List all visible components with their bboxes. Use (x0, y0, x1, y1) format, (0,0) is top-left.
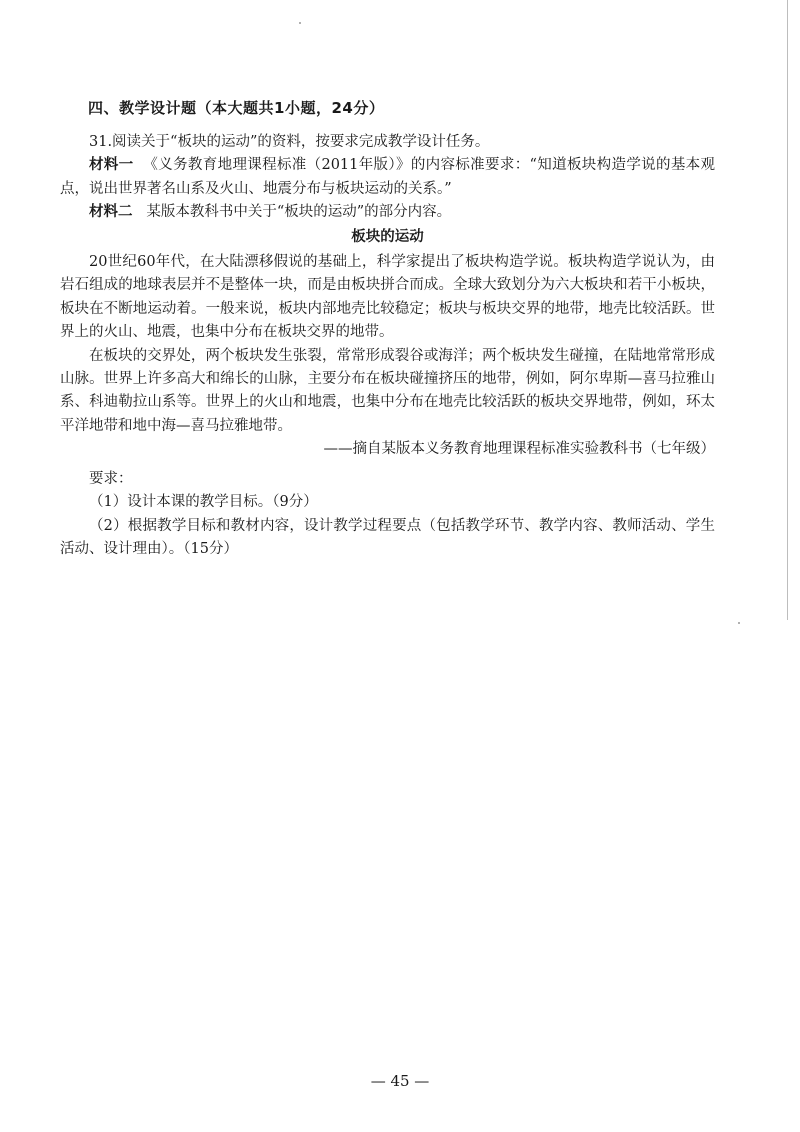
material-one (60, 154, 715, 201)
material-two-label: 材料二 (89, 204, 133, 221)
question-stem: 31.阅读关于“板块的运动”的资料，按要求完成教学设计任务。 (89, 134, 490, 150)
article-paragraph-1: 20世纪60年代，在大陆漂移假说的基础上，科学家提出了板块构造学说。板块构造学说认为，由岩石组成的地球表层并不是整体一块，而是由板块拼合而成。全球大致划分为六大板块和若干小板块，板块在不断地运动着。一般来说，板块内部地壳比较稳定；板块与板块交界的地带，地壳比较活跃。世界上的火山、地震，也集中分布在板块交界的地带。 (60, 254, 715, 341)
page-number: — 45 — (370, 1072, 430, 1090)
material-two (60, 201, 715, 224)
article-title: 板块的运动 (351, 228, 424, 245)
requirement-item-1: （1）设计本课的教学目标。（9分） (89, 494, 318, 511)
requirement-item-2: （2）根据教学目标和教材内容，设计教学过程要点（包括教学环节、教学内容、教师活动、学生活动、设计理由）。（15分） (60, 517, 715, 557)
requirements (60, 468, 715, 562)
article-source: ——摘自某版本义务教育地理课程标准实验教科书（七年级） (323, 441, 715, 458)
section-title: 四、教学设计题（本大题共1小题，24分） (88, 99, 385, 117)
scan-speck (299, 22, 301, 24)
material-two-text: 某版本教科书中关于“板块的运动”的部分内容。 (146, 204, 452, 221)
material-one-label: 材料一 (89, 157, 134, 174)
scan-speck (738, 622, 740, 624)
article-paragraph-2: 在板块的交界处，两个板块发生张裂，常常形成裂谷或海洋；两个板块发生碰撞，在陆地常常形成山脉。世界上许多高大和绵长的山脉，主要分布在板块碰撞挤压的地带，例如，阿尔卑斯—喜马拉雅山系、科迪勒拉山系等。世界上的火山和地震，也集中分布在地壳比较活跃的板块交界地带，例如，环太平洋地带和地中海—喜马拉雅地带。 (60, 347, 715, 434)
requirements-heading: 要求： (89, 470, 133, 487)
question-content (60, 131, 715, 561)
material-one-text: 《义务教育地理课程标准（2011年版）》的内容标准要求：“知道板块构造学说的基本观点，说出世界著名山系及火山、地震分布与板块运动的关系。” (60, 157, 716, 197)
scan-edge-line (787, 0, 788, 620)
